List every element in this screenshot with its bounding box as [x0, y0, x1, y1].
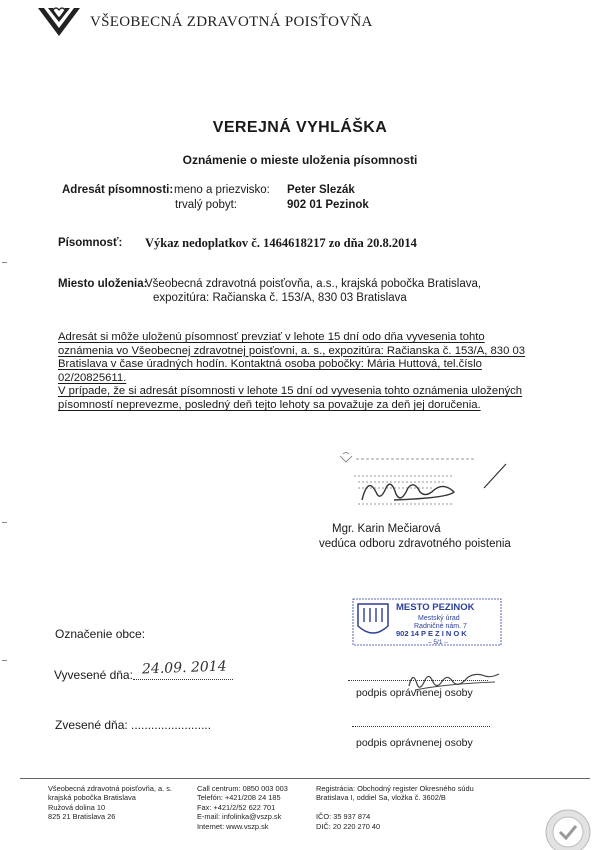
residence-value: 902 01 Pezinok: [287, 199, 369, 211]
addressee-label: Adresát písomnosti:: [62, 184, 174, 196]
storage-place-label: Miesto uloženia:: [58, 278, 148, 290]
footer-line: Bratislava I, oddiel Sa, vložka č. 3602/B: [316, 793, 446, 803]
signature-line: [348, 680, 488, 681]
footer-contacts: [197, 784, 288, 831]
footer-line: E-mail: infolinka@vszp.sk: [197, 812, 282, 822]
org-name: VŠEOBECNÁ ZDRAVOTNÁ POISŤOVŇA: [90, 14, 373, 30]
footer-line: 825 21 Bratislava 26: [48, 812, 116, 822]
footer-line: DIČ: 20 220 270 40: [316, 821, 381, 831]
city-stamp-office: Mestský úrad: [418, 615, 460, 622]
city-stamp-city: MESTO PEZINOK: [396, 602, 475, 613]
notice-block: [58, 331, 528, 413]
city-stamp-address: Radničné nám. 7: [414, 623, 467, 630]
name-value: Peter Slezák: [287, 184, 355, 196]
city-stamp: [352, 598, 502, 646]
certification-badge-icon: [534, 794, 594, 850]
footer-line: Registrácia: Obchodný register Okresného súdu: [316, 784, 474, 793]
footer-divider: [20, 778, 590, 779]
office-stamp-signature: [334, 448, 524, 523]
posted-date-label: Vyvesené dňa:: [54, 668, 133, 682]
signature-caption: podpis oprávnenej osoby: [356, 687, 473, 699]
posted-date-handwritten: 24.09. 2014: [141, 658, 227, 678]
signatory-name: Mgr. Karin Mečiarová: [332, 523, 441, 535]
storage-address-line2: expozitúra: Račianska č. 153/A, 830 03 Bratislava: [153, 292, 407, 304]
footer-line: Ružová dolina 10: [48, 802, 106, 812]
footer-registration: [316, 784, 474, 831]
margin-mark: [2, 522, 7, 523]
residence-label: trvalý pobyt:: [175, 199, 237, 211]
written-document-value: Výkaz nedoplatkov č. 1464618217 zo dňa 20.8.2014: [145, 236, 417, 250]
footer-address: [48, 784, 172, 822]
footer-line: krajská pobočka Bratislava: [48, 793, 136, 803]
footer-line: Fax: +421/2/52 622 701: [197, 802, 276, 812]
footer-line: Všeobecná zdravotná poisťovňa, a. s.: [48, 784, 172, 793]
city-stamp-zip: 902 14 P E Z I N O K: [396, 629, 467, 638]
signatory-position: vedúca odboru zdravotného poistenia: [319, 538, 511, 550]
signature-caption: podpis oprávnenej osoby: [356, 737, 473, 749]
margin-mark: [2, 262, 7, 263]
written-document-label: Písomnosť:: [58, 237, 123, 249]
storage-address-line1: Všeobecná zdravotná poisťovňa, a.s., krajská pobočka Bratislava,: [145, 278, 482, 290]
name-label: meno a priezvisko:: [174, 184, 270, 196]
municipality-label: Označenie obce:: [55, 627, 146, 641]
footer-line: Internet: www.vszp.sk: [197, 821, 269, 831]
city-stamp-mark: – 5/1 –: [428, 639, 448, 646]
footer-line: Telefón: +421/208 24 185: [197, 793, 281, 803]
notice-paragraph: Adresát si môže uloženú písomnosť prevziať v lehote 15 dní odo dňa vyvesenia tohto oznámenia vo Všeobecnej zdravotnej poisťovni, a. s., expozitúra: Račianska č. 153/A, 830 03 Bratislava v čase úradných hodín. Kontaktná osoba pobočky: Mária Huttová, tel.číslo 02/20825611.: [58, 331, 526, 384]
vszp-logo-icon: [36, 6, 82, 38]
footer-line: IČO: 35 937 874: [316, 812, 371, 822]
removed-date-label: Zvesené dňa: ........................: [55, 718, 212, 732]
footer-line: [316, 803, 474, 812]
notice-paragraph: V prípade, že si adresát písomnosti v lehote 15 dní od vyvesenia tohto oznámenia uložených písomností neprevezme, posledný deň tejto lehoty sa považuje za deň jej doručenia.: [58, 385, 523, 411]
margin-mark: [2, 660, 7, 661]
document-subtitle: Oznámenie o mieste uloženia písomnosti: [182, 153, 418, 167]
footer-line: Call centrum: 0850 003 003: [197, 784, 288, 793]
signature-line: [352, 726, 490, 727]
document-title: VEREJNÁ VYHLÁŠKA: [212, 119, 388, 136]
